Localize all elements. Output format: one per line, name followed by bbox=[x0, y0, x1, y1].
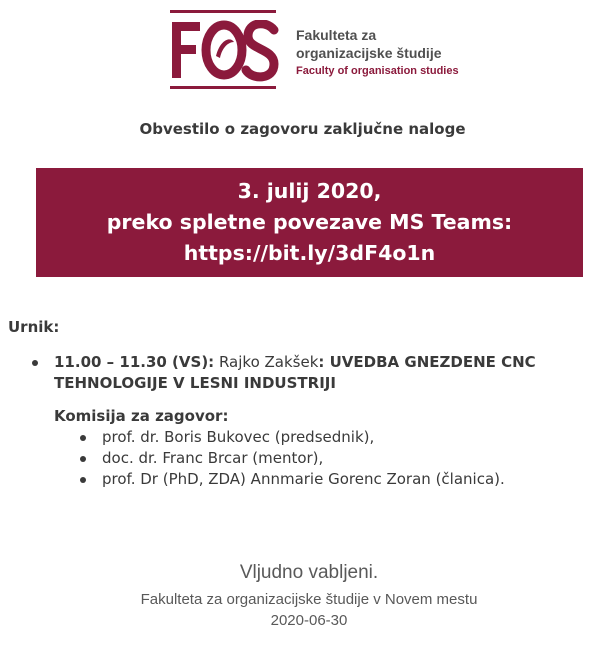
student-name: Rajko Zakšek bbox=[218, 353, 319, 371]
logo-line-3: Faculty of organisation studies bbox=[296, 65, 459, 77]
bullet-icon bbox=[80, 456, 86, 462]
logo-top-rule bbox=[170, 10, 276, 13]
bullet-icon bbox=[32, 360, 38, 366]
schedule-heading: Urnik: bbox=[8, 318, 60, 336]
committee-member-text: prof. dr. Boris Bukovec (predsednik), bbox=[102, 428, 375, 446]
committee-list bbox=[32, 427, 592, 490]
closing-date: 2020-06-30 bbox=[270, 612, 348, 629]
committee-member-text: doc. dr. Franc Brcar (mentor), bbox=[102, 449, 324, 467]
committee-member-text: prof. Dr (PhD, ZDA) Annmarie Gorenc Zoran (članica). bbox=[102, 470, 505, 488]
banner-date: 3. julij 2020, bbox=[237, 179, 382, 203]
notice-title: Obvestilo o zagovoru zaključne naloge bbox=[139, 120, 466, 138]
bullet-icon bbox=[80, 435, 86, 441]
closing-greeting: Vljudno vabljeni. bbox=[239, 562, 379, 583]
fos-logo-mark bbox=[170, 20, 280, 82]
logo-line-2: organizacijske študije bbox=[296, 45, 442, 61]
logo-text bbox=[296, 26, 459, 80]
banner-link[interactable]: https://bit.ly/3dF4o1n bbox=[183, 241, 436, 265]
bullet-icon bbox=[80, 477, 86, 483]
schedule-section bbox=[32, 352, 592, 490]
committee-member bbox=[80, 469, 592, 490]
logo-bottom-rule bbox=[170, 86, 276, 89]
closing-institution: Fakulteta za organizacijske študije v Novem mestu bbox=[140, 591, 478, 608]
committee-member bbox=[80, 448, 592, 469]
schedule-item bbox=[32, 352, 592, 394]
date-link-banner bbox=[36, 168, 583, 277]
schedule-time: 11.00 – 11.30 (VS): bbox=[54, 353, 215, 371]
thesis-title: : UVEDBA GNEZDENE CNC TEHNOLOGIJE V LESNI INDUSTRIJI bbox=[54, 353, 536, 392]
committee-heading: Komisija za zagovor: bbox=[54, 407, 229, 425]
banner-via: preko spletne povezave MS Teams: bbox=[106, 210, 513, 234]
committee-member bbox=[80, 427, 592, 448]
fos-logo bbox=[170, 10, 470, 94]
logo-line-1: Fakulteta za bbox=[296, 27, 377, 43]
